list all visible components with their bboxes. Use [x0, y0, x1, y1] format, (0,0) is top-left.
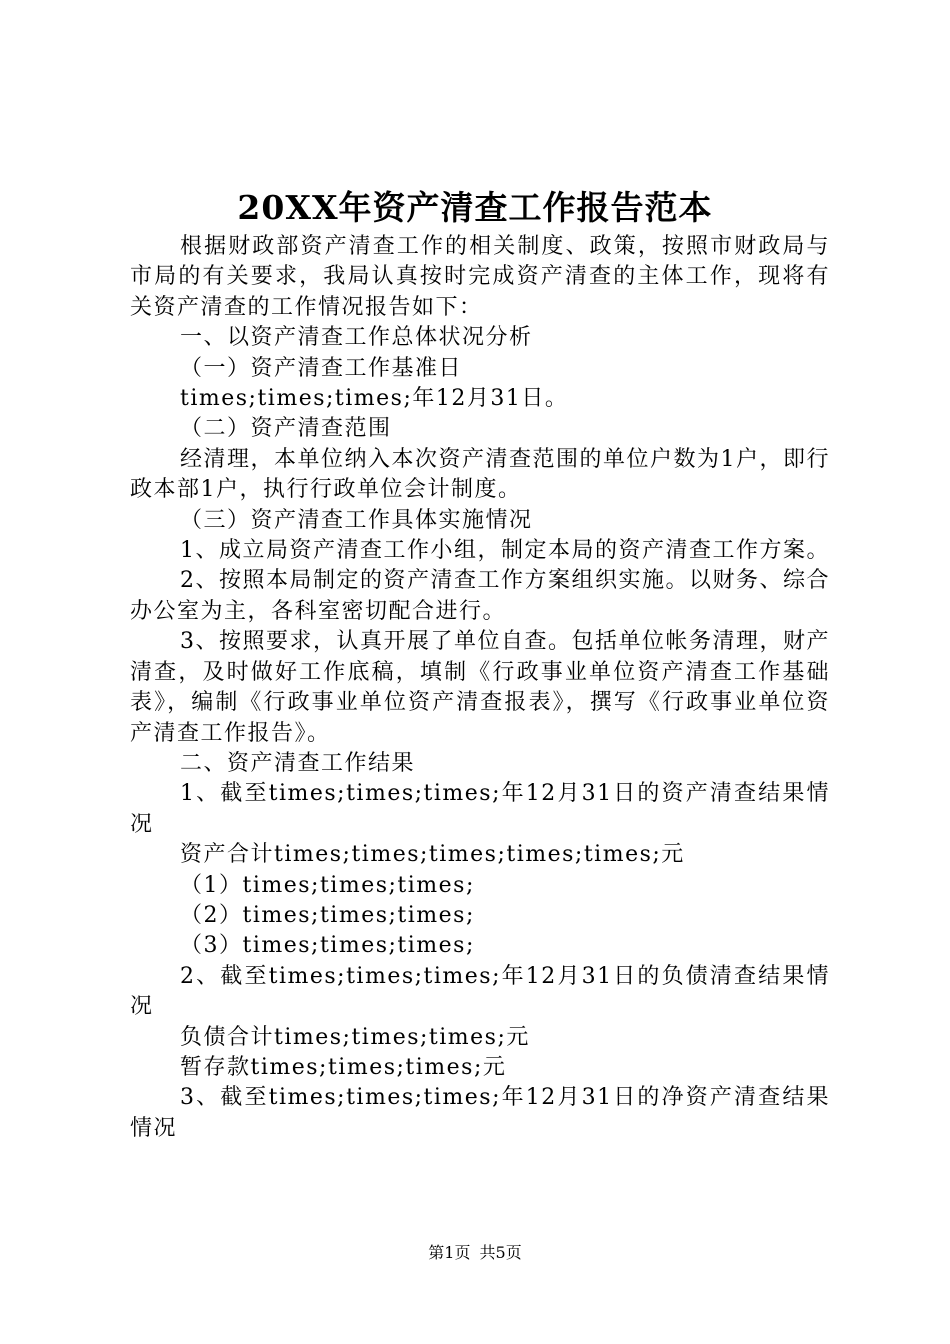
paragraph-liability-total: 负债合计times;times;times;元	[180, 1024, 530, 1050]
paragraph-scope: 经清理，本单位纳入本次资产清查范围的单位户数为1户，即行政本部1户，执行行政单位会计制度。	[130, 446, 830, 503]
document-body	[130, 232, 830, 1144]
paragraph-item-1: 1、成立局资产清查工作小组，制定本局的资产清查工作方案。	[180, 538, 830, 564]
list-item: （3）times;times;times;	[180, 933, 475, 959]
subsection-heading-2: （二）资产清查范围	[180, 416, 392, 442]
paragraph-result-3: 3、截至times;times;times;年12月31日的净资产清查结果情况	[130, 1085, 830, 1141]
page-number: 第1页	[428, 1243, 471, 1262]
list-item: （1）times;times;times;	[180, 872, 475, 898]
page-total: 共5页	[479, 1243, 522, 1262]
subsection-heading-3: （三）资产清查工作具体实施情况	[180, 507, 533, 533]
paragraph-result-2: 2、截至times;times;times;年12月31日的负债清查结果情况	[130, 963, 830, 1020]
paragraph-item-3: 3、按照要求，认真开展了单位自查。包括单位帐务清理，财产清查，及时做好工作底稿，填制《行政事业单位资产清查工作基础表》，编制《行政事业单位资产清查报表》，撰写《行政事业单位资产清查工作报告》。	[130, 629, 830, 746]
subsection-heading-1: （一）资产清查工作基准日	[180, 355, 463, 381]
paragraph-base-date: times;times;times;年12月31日。	[180, 386, 569, 412]
paragraph-temporary-deposit: 暂存款times;times;times;元	[180, 1054, 507, 1080]
section-heading-2: 二、资产清查工作结果	[180, 750, 416, 776]
paragraph-item-2: 2、按照本局制定的资产清查工作方案组织实施。以财务、综合办公室为主，各科室密切配合进行。	[130, 568, 830, 624]
paragraph-asset-total: 资产合计times;times;times;times;times;元	[180, 842, 685, 868]
paragraph-result-1: 1、截至times;times;times;年12月31日的资产清查结果情况	[130, 781, 830, 837]
list-item: （2）times;times;times;	[180, 902, 475, 928]
paragraph-intro: 根据财政部资产清查工作的相关制度、政策，按照市财政局与市局的有关要求，我局认真按时完成资产清查的主体工作，现将有关资产清查的工作情况报告如下：	[130, 234, 830, 320]
document-title: 20XX年资产清查工作报告范本	[237, 188, 713, 227]
section-heading-1: 一、以资产清查工作总体状况分析	[180, 325, 533, 351]
page-footer	[0, 1242, 950, 1264]
